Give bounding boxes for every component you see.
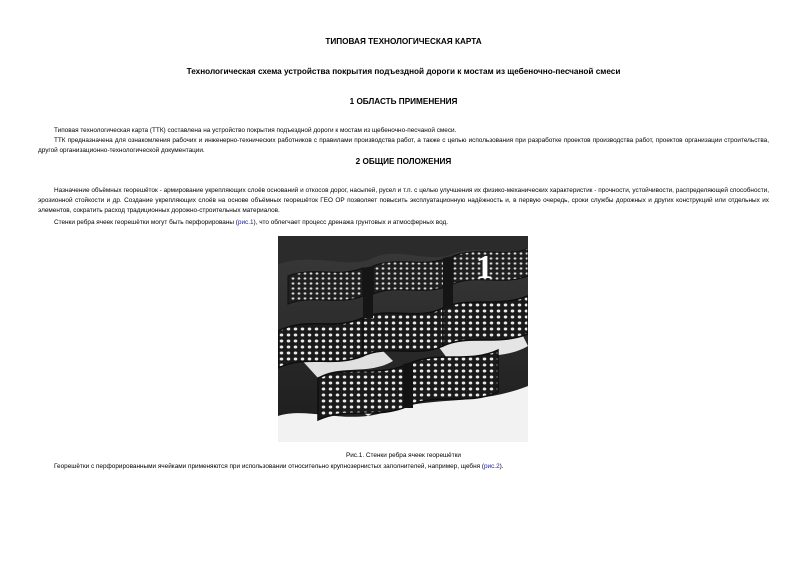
document-title: ТИПОВАЯ ТЕХНОЛОГИЧЕСКАЯ КАРТА (325, 37, 482, 46)
geogrid-photo (278, 236, 528, 442)
figure-1-caption: Рис.1. Стенки ребра ячеек георешётки (345, 452, 462, 459)
paragraph-text: Стенки ребра ячеек георешётки могут быть перфорированы ( (54, 219, 238, 226)
document-subtitle: Технологическая схема устройства покрытия подъездной дороги к мостам из щебеночно-песчаной смеси (186, 67, 621, 76)
paragraph-scope-1: Типовая технологическая карта (ТТК) составлена на устройство покрытия подъездной дороги к мостам из щебеночно-песчаной смеси. (54, 127, 457, 134)
paragraph-general-2 (38, 218, 769, 228)
figure-1-link[interactable]: рис.1 (237, 219, 254, 226)
paragraph-text: ), что облегчает процесс дренажа грунтовых и атмосферных вод. (253, 219, 449, 226)
paragraph-text: ). (499, 463, 504, 470)
paragraph-text: Георешётки с перфорированными ячейками применяются при использовании относительно крупнозернистых заполнителей, например, щебня ( (54, 463, 484, 470)
figure-number-label: 1 (476, 249, 493, 286)
paragraph-scope-2: ТТК предназначена для ознакомления рабочих и инженерно-технических работников с правилами производства работ, а также с целью использования при разработке проектов производства работ, проектов организации строительства, другой организационно-технологической документации. (38, 137, 769, 154)
section-heading-general: 2 ОБЩИЕ ПОЛОЖЕНИЯ (355, 157, 452, 166)
geogrid-photo-drawing (278, 236, 528, 442)
section-heading-scope: 1 ОБЛАСТЬ ПРИМЕНЕНИЯ (349, 97, 458, 106)
figure-2-link[interactable]: рис.2 (483, 463, 500, 470)
paragraph-general-3 (38, 462, 769, 472)
paragraph-general-1: Назначение объёмных георешёток - армирование укрепляющих слоёв оснований и откосов дорог, насыпей, русел и т.п. с целью улучшения их физико-механических характеристик - прочности, устойчивости, распределяющей способности, эрозионной стойкости и др. Создание укрепляющих слоёв на основе объёмных георешёток ГЕО ОР позволяет повысить эксплуатационную надёжность и, в первую очередь, сроки службы дорожных и других конструкций или отдельных их элементов, сократить расход традиционных дорожно-строительных материалов. (38, 187, 769, 214)
